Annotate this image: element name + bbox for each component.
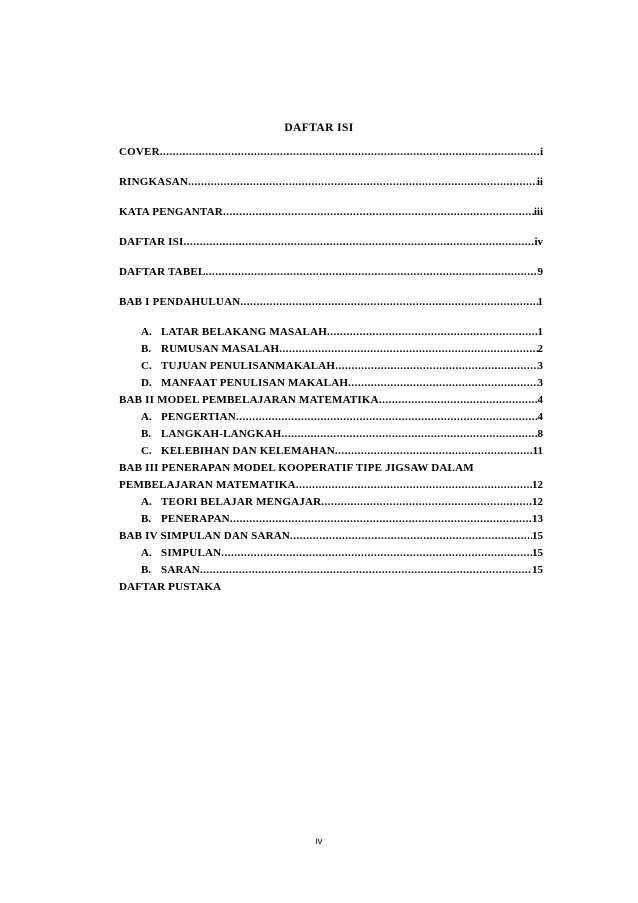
toc-subentry: A. TEORI BELAJAR MENGAJAR ..... 12 bbox=[119, 495, 543, 509]
dot-leader bbox=[236, 410, 538, 424]
toc-entry-daftar-tabel: DAFTAR TABEL ..... 9 bbox=[119, 265, 543, 279]
dot-leader bbox=[223, 205, 534, 219]
toc-subentry: C. TUJUAN PENULISANMAKALAH ..... 3 bbox=[119, 359, 543, 373]
dot-leader bbox=[321, 495, 532, 509]
toc-entry-bab-1: BAB I PENDAHULUAN ..... 1 bbox=[119, 295, 543, 309]
toc-entry-cover: COVER ..... i bbox=[119, 145, 543, 159]
dot-leader bbox=[240, 295, 537, 309]
toc-subentry: A. LATAR BELAKANG MASALAH ..... 1 bbox=[119, 325, 543, 339]
toc-subentry: A. PENGERTIAN ..... 4 bbox=[119, 410, 543, 424]
toc-entry-bab-4: BAB IV SIMPULAN DAN SARAN ..... 15 bbox=[119, 529, 543, 543]
dot-leader bbox=[279, 342, 537, 356]
dot-leader bbox=[327, 325, 538, 339]
dot-leader bbox=[221, 546, 532, 560]
dot-leader bbox=[183, 235, 534, 249]
dot-leader bbox=[200, 563, 532, 577]
page-number: iv bbox=[315, 836, 323, 847]
dot-leader bbox=[290, 529, 532, 543]
dot-leader bbox=[160, 145, 540, 159]
dot-leader bbox=[281, 427, 537, 441]
toc-subentry: D. MANFAAT PENULISAN MAKALAH ..... 3 bbox=[119, 376, 543, 390]
dot-leader bbox=[230, 512, 532, 526]
dot-leader bbox=[348, 376, 537, 390]
toc-entry-daftar-pustaka: DAFTAR PUSTAKA bbox=[119, 581, 222, 593]
toc-entry-bab-2: BAB II MODEL PEMBELAJARAN MATEMATIKA ..... 4 bbox=[119, 393, 543, 407]
toc-subentry: A. SIMPULAN ..... 15 bbox=[119, 546, 543, 560]
toc-entry-bab-3-line2: PEMBELAJARAN MATEMATIKA ..... 12 bbox=[119, 478, 543, 492]
dot-leader bbox=[335, 359, 537, 373]
toc-entry-bab-3-line1: BAB III PENERAPAN MODEL KOOPERATIF TIPE JIGSAW DALAM bbox=[119, 462, 474, 474]
dot-leader bbox=[335, 444, 533, 458]
toc-entry-daftar-isi: DAFTAR ISI ..... iv bbox=[119, 235, 543, 249]
toc-subentry: B. PENERAPAN ..... 13 bbox=[119, 512, 543, 526]
dot-leader bbox=[188, 175, 537, 189]
page-title: DAFTAR ISI bbox=[284, 122, 354, 134]
table-of-contents bbox=[119, 145, 543, 594]
toc-subentry: B. SARAN ..... 15 bbox=[119, 563, 543, 577]
toc-subentry: B. LANGKAH-LANGKAH ..... 8 bbox=[119, 427, 543, 441]
dot-leader bbox=[379, 393, 538, 407]
toc-entry-kata-pengantar: KATA PENGANTAR ..... iii bbox=[119, 205, 543, 219]
toc-subentry: B. RUMUSAN MASALAH ..... 2 bbox=[119, 342, 543, 356]
dot-leader bbox=[296, 478, 532, 492]
toc-subentry: C. KELEBIHAN DAN KELEMAHAN ..... 11 bbox=[119, 444, 543, 458]
dot-leader bbox=[205, 265, 537, 279]
toc-entry-ringkasan: RINGKASAN ..... ii bbox=[119, 175, 543, 189]
